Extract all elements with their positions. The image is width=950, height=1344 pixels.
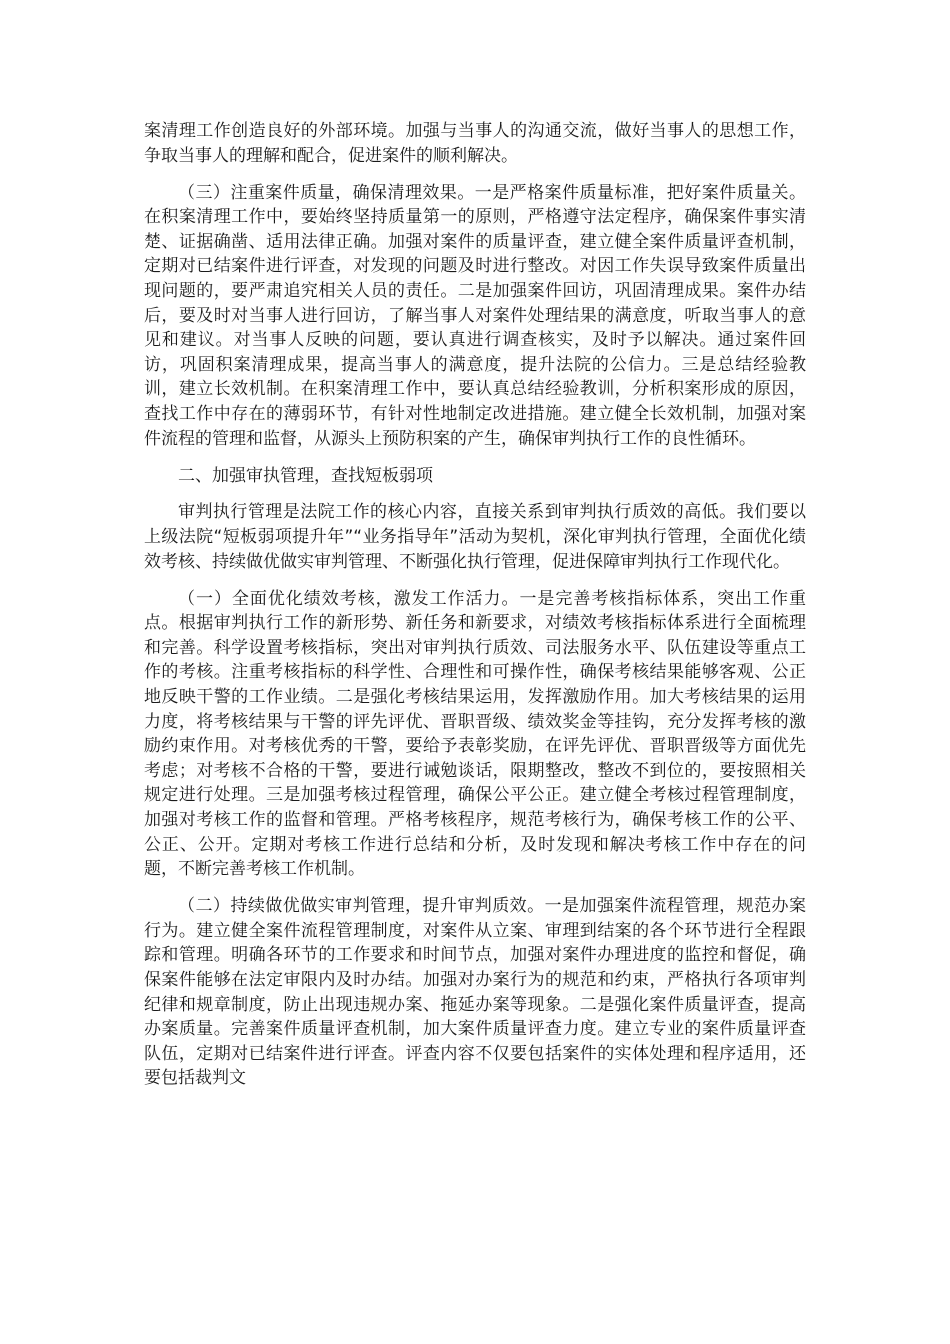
paragraph-3: 审判执行管理是法院工作的核心内容，直接关系到审判执行质效的高低。我们要以上级法院“短板弱项提升年”“业务指导年”活动为契机，深化审判执行管理，全面优化绩效考核、持续做优做实审判管理、不断强化执行管理，促进保障审判执行工作现代化。 [144,502,806,572]
section-heading: 二、加强审执管理，查找短板弱项 [178,465,433,486]
paragraph-1: 案清理工作创造良好的外部环境。加强与当事人的沟通交流，做好当事人的思想工作，争取当事人的理解和配合，促进案件的顺利解决。 [144,121,806,166]
document-body [144,119,806,1103]
paragraph-2: （三）注重案件质量，确保清理效果。一是严格案件质量标准，把好案件质量关。在积案清理工作中，要始终坚持质量第一的原则，严格遵守法定程序，确保案件事实清楚、证据确凿、适用法律正确。加强对案件的质量评查，建立健全案件质量评查机制，定期对已结案件进行评查，对发现的问题及时进行整改。对因工作失误导致案件质量出现问题的，要严肃追究相关人员的责任。二是加强案件回访，巩固清理成果。案件办结后，要及时对当事人进行回访，了解当事人对案件处理结果的满意度，听取当事人的意见和建议。对当事人反映的问题，要认真进行调查核实，及时予以解决。通过案件回访，巩固积案清理成果，提高当事人的满意度，提升法院的公信力。三是总结经验教训，建立长效机制。在积案清理工作中，要认真总结经验教训，分析积案形成的原因，查找工作中存在的薄弱环节，有针对性地制定改进措施。建立健全长效机制，加强对案件流程的管理和监督，从源头上预防积案的产生，确保审判执行工作的良性循环。 [144,182,806,449]
paragraph-4: （一）全面优化绩效考核，激发工作活力。一是完善考核指标体系，突出工作重点。根据审判执行工作的新形势、新任务和新要求，对绩效考核指标体系进行全面梳理和完善。科学设置考核指标，突出对审判执行质效、司法服务水平、队伍建设等重点工作的考核。注重考核指标的科学性、合理性和可操作性，确保考核结果能够客观、公正地反映干警的工作业绩。二是强化考核结果运用，发挥激励作用。加大考核结果的运用力度，将考核结果与干警的评先评优、晋职晋级、绩效奖金等挂钩，充分发挥考核的激励约束作用。对考核优秀的干警，要给予表彰奖励，在评先评优、晋职晋级等方面优先考虑；对考核不合格的干警，要进行诫勉谈话，限期整改，整改不到位的，要按照相关规定进行处理。三是加强考核过程管理，确保公平公正。建立健全考核过程管理制度，加强对考核工作的监督和管理。严格考核程序，规范考核行为，确保考核工作的公平、公正、公开。定期对考核工作进行总结和分析，及时发现和解决考核工作中存在的问题，不断完善考核工作机制。 [144,588,806,880]
paragraph-5: （二）持续做优做实审判管理，提升审判质效。一是加强案件流程管理，规范办案行为。建立健全案件流程管理制度，对案件从立案、审理到结案的各个环节进行全程跟踪和管理。明确各环节的工作要求和时间节点，加强对案件办理进度的监控和督促，确保案件能够在法定审限内及时办结。加强对办案行为的规范和约束，严格执行各项审判纪律和规章制度，防止出现违规办案、拖延办案等现象。二是强化案件质量评查，提高办案质量。完善案件质量评查机制，加大案件质量评查力度。建立专业的案件质量评查队伍，定期对已结案件进行评查。评查内容不仅要包括案件的实体处理和程序适用，还要包括裁判文 [144,896,806,1089]
